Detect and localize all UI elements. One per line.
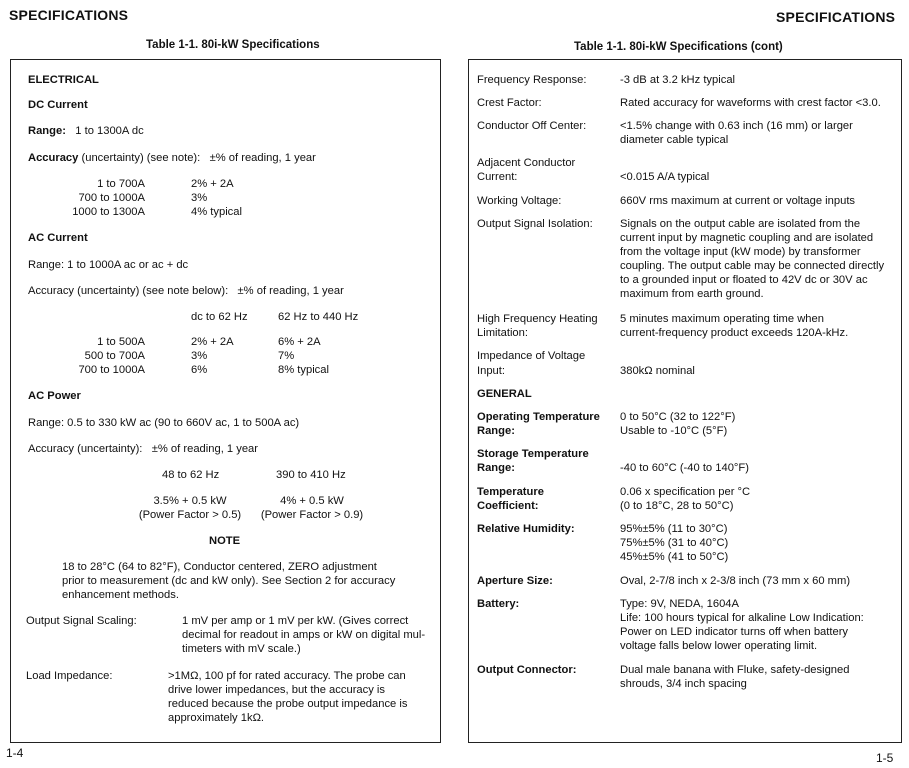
ac-row-v1: 2% + 2A — [191, 336, 234, 348]
power-col-header: 390 to 410 Hz — [276, 469, 346, 481]
spec-value: Type: 9V, NEDA, 1604A — [620, 598, 739, 610]
left-page-number: 1-4 — [6, 746, 24, 760]
note-text: prior to measurement (dc and kW only). See Section 2 for accuracy — [62, 575, 396, 587]
note-text: enhancement methods. — [62, 589, 179, 601]
spec-label: Aperture Size: — [477, 575, 553, 587]
ac-current-heading: AC Current — [28, 232, 88, 244]
dc-range: Range: 1 to 1300A dc — [28, 125, 144, 137]
spec-value: 95%±5% (11 to 30°C) — [620, 523, 728, 535]
spec-label: Battery: — [477, 598, 520, 610]
spec-label: Frequency Response: — [477, 74, 587, 86]
load-impedance-value: approximately 1kΩ. — [168, 712, 265, 724]
power-col-header: 48 to 62 Hz — [162, 469, 220, 481]
ac-row-v1: 6% — [191, 364, 208, 376]
output-scaling-value: timeters with mV scale.) — [182, 643, 301, 655]
load-impedance-label: Load Impedance: — [26, 670, 113, 682]
spec-value: Signals on the output cable are isolated from the — [620, 218, 861, 230]
output-scaling-value: decimal for readout in amps or kW on digital mul- — [182, 629, 426, 641]
power-range: Range: 0.5 to 330 kW ac (90 to 660V ac, 1 to 500A ac) — [28, 417, 300, 429]
dc-row-value: 4% typical — [191, 206, 242, 218]
electrical-heading: ELECTRICAL — [28, 74, 99, 86]
note-heading: NOTE — [209, 535, 241, 547]
spec-label: Range: — [477, 425, 515, 437]
spec-value: Power on LED indicator turns off when battery — [620, 626, 849, 638]
spec-label: Range: — [477, 462, 515, 474]
spec-value: Dual male banana with Fluke, safety-designed — [620, 664, 850, 676]
dc-row-value: 3% — [191, 192, 208, 204]
spec-label: Output Signal Isolation: — [477, 218, 593, 230]
spec-value: 0.06 x specification per °C — [620, 486, 751, 498]
spec-value: current-frequency product exceeds 120A-kHz. — [620, 327, 849, 339]
spec-value: maximum from earth ground. — [620, 288, 764, 300]
spec-label: Temperature — [477, 486, 544, 498]
spec-value: coupling. The output cable may be connected directly — [620, 260, 885, 272]
spec-value: voltage falls below lower operating limit. — [620, 640, 818, 652]
spec-label: High Frequency Heating — [477, 313, 598, 325]
dc-row-range: 700 to 1000A — [78, 192, 145, 204]
spec-label: Relative Humidity: — [477, 523, 575, 535]
spec-label: Impedance of Voltage — [477, 350, 586, 362]
dc-row-value: 2% + 2A — [191, 178, 234, 190]
load-impedance-value: reduced because the probe output impedance is — [168, 698, 408, 710]
spec-value: -40 to 60°C (-40 to 140°F) — [620, 462, 749, 474]
spec-value: current input by magnetic coupling and are isolated — [620, 232, 874, 244]
spec-value: shrouds, 3/4 inch spacing — [620, 678, 747, 690]
ac-accuracy: Accuracy (uncertainty) (see note below): ±% of reading, 1 year — [28, 285, 344, 297]
spec-value: diameter cable typical — [620, 134, 729, 146]
power-accuracy: Accuracy (uncertainty): ±% of reading, 1 year — [28, 443, 258, 455]
output-scaling-label: Output Signal Scaling: — [26, 615, 137, 627]
spec-label: Current: — [477, 171, 518, 183]
spec-label: Limitation: — [477, 327, 528, 339]
spec-label: Input: — [477, 365, 505, 377]
note-text: 18 to 28°C (64 to 82°F), Conductor centered, ZERO adjustment — [62, 561, 377, 573]
spec-value: from the voltage input (kW mode) by transformer — [620, 246, 861, 258]
right-page-header: SPECIFICATIONS — [776, 9, 896, 25]
ac-row-v2: 6% + 2A — [278, 336, 321, 348]
ac-power-heading: AC Power — [28, 390, 81, 402]
spec-label: Conductor Off Center: — [477, 120, 587, 132]
spec-value: Usable to -10°C (5°F) — [620, 425, 728, 437]
ac-row-range: 500 to 700A — [84, 350, 145, 362]
ac-row-range: 700 to 1000A — [78, 364, 145, 376]
spec-value: <0.015 A/A typical — [620, 171, 710, 183]
ac-col-header: dc to 62 Hz — [191, 311, 248, 323]
ac-row-v2: 7% — [278, 350, 295, 362]
spec-value: 75%±5% (31 to 40°C) — [620, 537, 729, 549]
spec-value: (0 to 18°C, 28 to 50°C) — [620, 500, 734, 512]
spec-value: Oval, 2-7/8 inch x 2-3/8 inch (73 mm x 60 mm) — [620, 575, 851, 587]
load-impedance-value: >1MΩ, 100 pf for rated accuracy. The probe can — [168, 670, 406, 682]
spec-label: Output Connector: — [477, 664, 577, 676]
left-page-header: SPECIFICATIONS — [9, 7, 129, 23]
power-factor: (Power Factor > 0.5) — [138, 509, 242, 521]
spec-label: Adjacent Conductor — [477, 157, 576, 169]
power-value: 3.5% + 0.5 kW — [153, 495, 227, 507]
spec-label: Operating Temperature — [477, 411, 600, 423]
spec-label: Working Voltage: — [477, 195, 562, 207]
power-factor: (Power Factor > 0.9) — [260, 509, 364, 521]
dc-accuracy: Accuracy (uncertainty) (see note): ±% of reading, 1 year — [28, 152, 316, 164]
spec-value: Rated accuracy for waveforms with crest factor <3.0. — [620, 97, 881, 109]
spec-label: Storage Temperature — [477, 448, 589, 460]
spec-label: Coefficient: — [477, 500, 539, 512]
dc-row-range: 1000 to 1300A — [72, 206, 145, 218]
power-value: 4% + 0.5 kW — [280, 495, 344, 507]
spec-value: to a grounded input or floated to 42V dc or 30V ac — [620, 274, 868, 286]
ac-col-header: 62 Hz to 440 Hz — [278, 311, 359, 323]
ac-row-v2: 8% typical — [278, 364, 329, 376]
spec-value: 660V rms maximum at current or voltage inputs — [620, 195, 856, 207]
spec-value: Life: 100 hours typical for alkaline Low Indication: — [620, 612, 864, 624]
spec-value: <1.5% change with 0.63 inch (16 mm) or larger — [620, 120, 853, 132]
spec-value: 0 to 50°C (32 to 122°F) — [620, 411, 736, 423]
general-heading: GENERAL — [477, 388, 532, 400]
spec-value: -3 dB at 3.2 kHz typical — [620, 74, 736, 86]
spec-value: 380kΩ nominal — [620, 365, 695, 377]
right-page-number: 1-5 — [876, 751, 894, 765]
ac-row-v1: 3% — [191, 350, 208, 362]
dc-current-heading: DC Current — [28, 99, 88, 111]
right-table-caption: Table 1-1. 80i-kW Specifications (cont) — [574, 41, 783, 53]
output-scaling-value: 1 mV per amp or 1 mV per kW. (Gives correct — [182, 615, 409, 627]
ac-row-range: 1 to 500A — [97, 336, 145, 348]
left-table-caption: Table 1-1. 80i-kW Specifications — [146, 39, 320, 51]
dc-row-range: 1 to 700A — [97, 178, 145, 190]
ac-range: Range: 1 to 1000A ac or ac + dc — [28, 259, 189, 271]
load-impedance-value: drive lower impedances, but the accuracy is — [168, 684, 386, 696]
spec-label: Crest Factor: — [477, 97, 542, 109]
spec-value: 45%±5% (41 to 50°C) — [620, 551, 729, 563]
spec-value: 5 minutes maximum operating time when — [620, 313, 824, 325]
